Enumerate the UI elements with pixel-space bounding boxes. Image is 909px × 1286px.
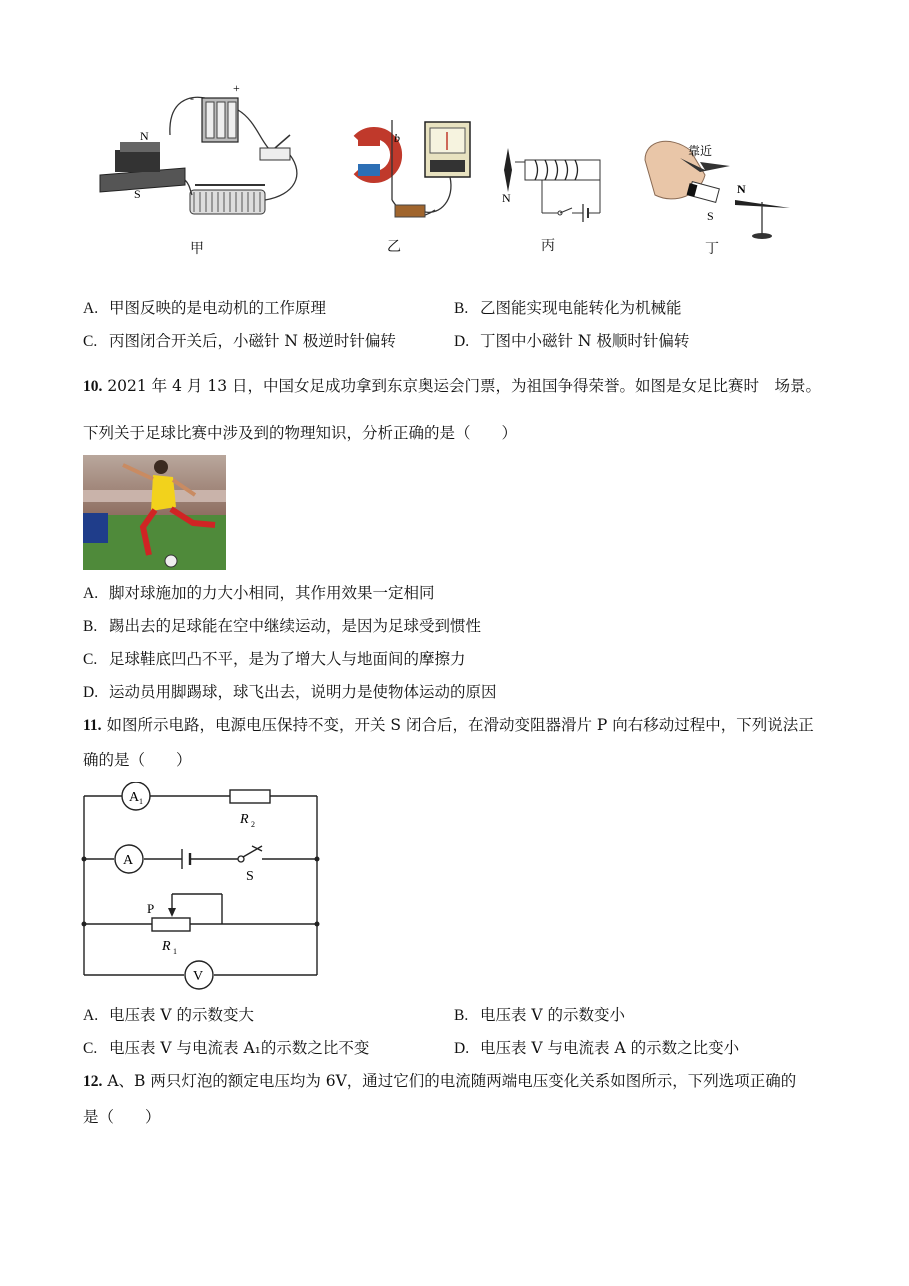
switch-s-icon — [238, 846, 262, 884]
q9-option-a[interactable] — [83, 298, 326, 319]
option-letter: B. — [83, 618, 98, 635]
stem-text: 2021 年 4 月 13 日，中国女足成功拿到东京奥运会门票，为祖国争得荣誉。如图是女足比赛时 场景。 — [107, 377, 821, 395]
option-text: 乙图能实现电能转化为机械能 — [480, 299, 682, 317]
option-letter: C. — [83, 333, 98, 350]
option-letter: D. — [454, 1040, 470, 1057]
q11-stem-line2: 确的是（ ） — [83, 751, 192, 769]
label-a1-sub: 1 — [139, 797, 143, 806]
label-minus: - — [190, 91, 194, 105]
label-r2: R — [240, 812, 249, 827]
q11-option-c[interactable] — [83, 1038, 369, 1059]
q9-option-b[interactable] — [454, 298, 682, 319]
label-plus: + — [233, 81, 240, 95]
option-text: 足球鞋底凹凸不平，是为了增大人与地面间的摩擦力 — [109, 650, 466, 668]
q10-stem-line1 — [83, 376, 821, 397]
label-r2-sub: 2 — [251, 820, 255, 829]
stem-text: 如图所示电路，电源电压保持不变，开关 S 闭合后，在滑动变阻器滑片 P 向右移动过程中，下列说法正 — [106, 716, 814, 734]
question-number: 12. — [83, 1073, 103, 1090]
option-text: 电压表 V 与电流表 A 的示数之比变小 — [480, 1039, 740, 1057]
question-number: 11. — [83, 717, 102, 734]
option-letter: C. — [83, 1040, 98, 1057]
option-text: 脚对球施加的力大小相同，其作用效果一定相同 — [109, 584, 435, 602]
figure-ding-apparatus — [645, 141, 790, 239]
label-p: P — [147, 901, 155, 916]
option-text: 电压表 V 与电流表 A₁的示数之比不变 — [109, 1039, 370, 1057]
q11-option-d[interactable] — [454, 1038, 739, 1059]
label-v: V — [193, 969, 204, 984]
option-letter: C. — [83, 651, 98, 668]
option-letter: A. — [83, 300, 99, 317]
question-number: 10. — [83, 378, 103, 395]
rheostat-r1-icon — [147, 901, 190, 956]
q12-stem-line1 — [83, 1071, 796, 1092]
q9-option-d[interactable] — [454, 331, 689, 352]
figure-label-ding: 丁 — [705, 241, 719, 257]
label-n: N — [140, 129, 149, 143]
q10-option-b[interactable] — [83, 616, 481, 637]
label-s: S — [134, 187, 141, 201]
ammeter-a1-icon — [122, 782, 150, 810]
label-a1: A — [129, 790, 140, 805]
q10-option-d[interactable] — [83, 682, 497, 703]
battery-icon — [182, 849, 190, 869]
q10-option-a[interactable] — [83, 583, 435, 604]
option-letter: A. — [83, 1007, 99, 1024]
label-r1: R — [162, 939, 171, 954]
option-letter: D. — [83, 684, 99, 701]
option-text: 丙图闭合开关后，小磁针 N 极逆时针偏转 — [109, 332, 396, 350]
ammeter-a-icon — [115, 845, 143, 873]
label-s: S — [246, 869, 254, 884]
voltmeter-v-icon — [185, 961, 213, 989]
option-text: 电压表 V 的示数变大 — [109, 1006, 255, 1024]
q11-option-a[interactable] — [83, 1005, 254, 1026]
option-letter: D. — [454, 333, 470, 350]
resistor-r2-icon — [230, 790, 270, 829]
label-n: N — [502, 191, 511, 205]
q10-stem-line2: 下列关于足球比赛中涉及到的物理知识，分析正确的是（ ） — [83, 424, 518, 442]
stem-text: A、B 两只灯泡的额定电压均为 6V，通过它们的电流随两端电压变化关系如图所示，下列选项正确的 — [107, 1072, 797, 1090]
option-text: 甲图反映的是电动机的工作原理 — [109, 299, 327, 317]
q10-option-c[interactable] — [83, 649, 466, 670]
figure-bing-apparatus — [504, 148, 600, 222]
figure-label-jia: 甲 — [190, 241, 204, 257]
option-letter: B. — [454, 300, 469, 317]
option-text: 运动员用脚踢球，球飞出去，说明力是使物体运动的原因 — [109, 683, 497, 701]
label-n: N — [737, 182, 746, 196]
q12-stem-line2: 是（ ） — [83, 1108, 161, 1126]
option-text: 电压表 V 的示数变小 — [480, 1006, 626, 1024]
option-text: 丁图中小磁针 N 极顺时针偏转 — [480, 332, 690, 350]
option-letter: B. — [454, 1007, 469, 1024]
option-letter: A. — [83, 585, 99, 602]
q11-stem-line1 — [83, 715, 814, 736]
label-b: b — [394, 131, 400, 145]
figure-label-bing: 丙 — [541, 238, 555, 254]
label-s: S — [707, 209, 714, 223]
q9-option-c[interactable] — [83, 331, 396, 352]
q9-figures — [90, 80, 810, 260]
option-text: 踢出去的足球能在空中继续运动，是因为足球受到惯性 — [109, 617, 482, 635]
q11-circuit-diagram — [80, 782, 325, 997]
q11-option-b[interactable] — [454, 1005, 625, 1026]
figure-label-yi: 乙 — [387, 239, 401, 255]
figure-jia-apparatus — [100, 97, 297, 214]
q10-soccer-photo — [83, 455, 226, 570]
label-r1-sub: 1 — [173, 947, 177, 956]
label-a: A — [123, 853, 134, 868]
label-approach: 靠近 — [688, 144, 713, 158]
figure-yi-apparatus — [358, 120, 470, 217]
